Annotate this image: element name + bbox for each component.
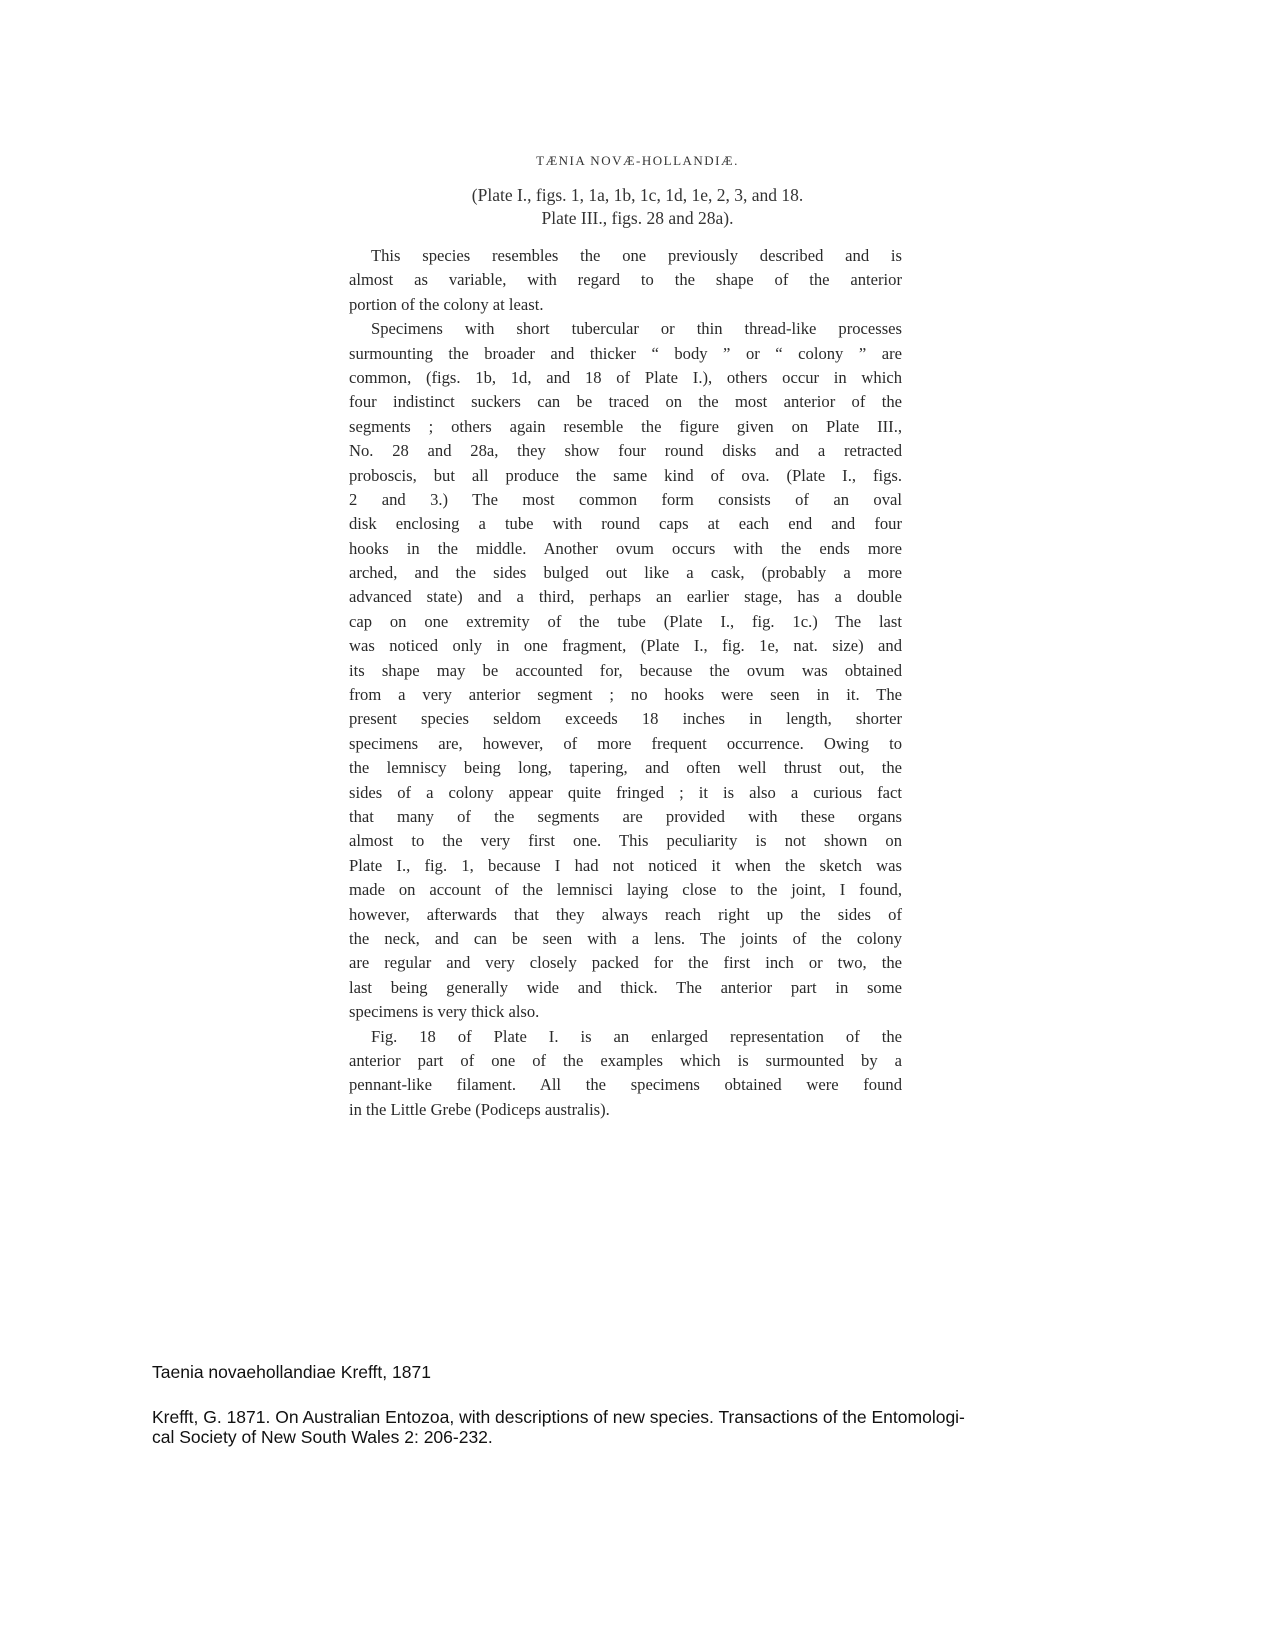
body-line: from a very anterior segment ; no hooks were seen in it. The [349,685,902,705]
body-line: the lemniscy being long, tapering, and often well thrust out, the [349,758,902,778]
body-line: pennant-like filament. All the specimens obtained were found [349,1075,902,1095]
section-title: TÆNIA NOVÆ-HOLLANDIÆ. [536,153,739,168]
body-line: are regular and very closely packed for the first inch or two, the [349,953,902,973]
body-line: almost to the very first one. This peculiarity is not shown on [349,831,902,851]
body-line: in the Little Grebe (Podiceps australis). [349,1099,610,1119]
body-line: its shape may be accounted for, because the ovum was obtained [349,660,902,680]
body-line: specimens is very thick also. [349,1002,540,1022]
body-line: surmounting the broader and thicker “ body ” or “ colony ” are [349,343,902,363]
body-line: common, (figs. 1b, 1d, and 18 of Plate I.), others occur in which [349,367,902,387]
body-line: hooks in the middle. Another ovum occurs with the ends more [349,538,902,558]
body-line: present species seldom exceeds 18 inches in length, shorter [349,709,902,729]
body-line: Plate I., fig. 1, because I had not noticed it when the sketch was [349,855,902,875]
species-caption: Taenia novaehollandiae Krefft, 1871 [152,1362,431,1382]
body-line: specimens are, however, of more frequent occurrence. Owing to [349,733,902,753]
body-line: This species resembles the one previously described and is [371,246,902,265]
citation-line: cal Society of New South Wales 2: 206-232. [152,1427,493,1447]
body-line: advanced state) and a third, perhaps an earlier stage, has a double [349,587,902,607]
body-line: proboscis, but all produce the same kind of ova. (Plate I., figs. [349,465,902,485]
body-line: arched, and the sides bulged out like a cask, (probably a more [349,563,902,583]
body-line: 2 and 3.) The most common form consists of an oval [349,489,902,509]
body-line: disk enclosing a tube with round caps at each end and four [349,514,902,534]
body-line: the neck, and can be seen with a lens. The joints of the colony [349,928,902,948]
body-line: was noticed only in one fragment, (Plate I., fig. 1e, nat. size) and [349,636,902,656]
citation [152,1407,1132,1447]
body-line: anterior part of one of the examples which is surmounted by a [349,1050,902,1070]
body-line: Specimens with short tubercular or thin thread-like processes [371,319,902,339]
citation-line: Krefft, G. 1871. On Australian Entozoa, with descriptions of new species. Transactions of the Entomologi- [152,1407,965,1427]
body-line: that many of the segments are provided with these organs [349,806,902,826]
plate-line: (Plate I., figs. 1, 1a, 1b, 1c, 1d, 1e, 2, 3, and 18. [471,185,804,205]
body-line: almost as variable, with regard to the shape of the anterior [349,270,902,290]
body-line: portion of the colony at least. [349,294,544,314]
body-text [349,244,902,1122]
body-line: Fig. 18 of Plate I. is an enlarged representation of the [371,1026,902,1046]
body-line: cap on one extremity of the tube (Plate I., fig. 1c.) The last [349,611,902,631]
plate-references [0,184,1275,230]
body-line: sides of a colony appear quite fringed ; it is also a curious fact [349,782,902,802]
plate-line: Plate III., figs. 28 and 28a). [541,208,734,228]
body-line: four indistinct suckers can be traced on the most anterior of the [349,392,902,412]
body-line: last being generally wide and thick. The anterior part in some [349,977,902,997]
body-line: however, afterwards that they always reach right up the sides of [349,904,902,924]
body-line: No. 28 and 28a, they show four round disks and a retracted [349,441,902,461]
body-line: made on account of the lemnisci laying close to the joint, I found, [349,880,902,900]
body-line: segments ; others again resemble the figure given on Plate III., [349,416,902,436]
